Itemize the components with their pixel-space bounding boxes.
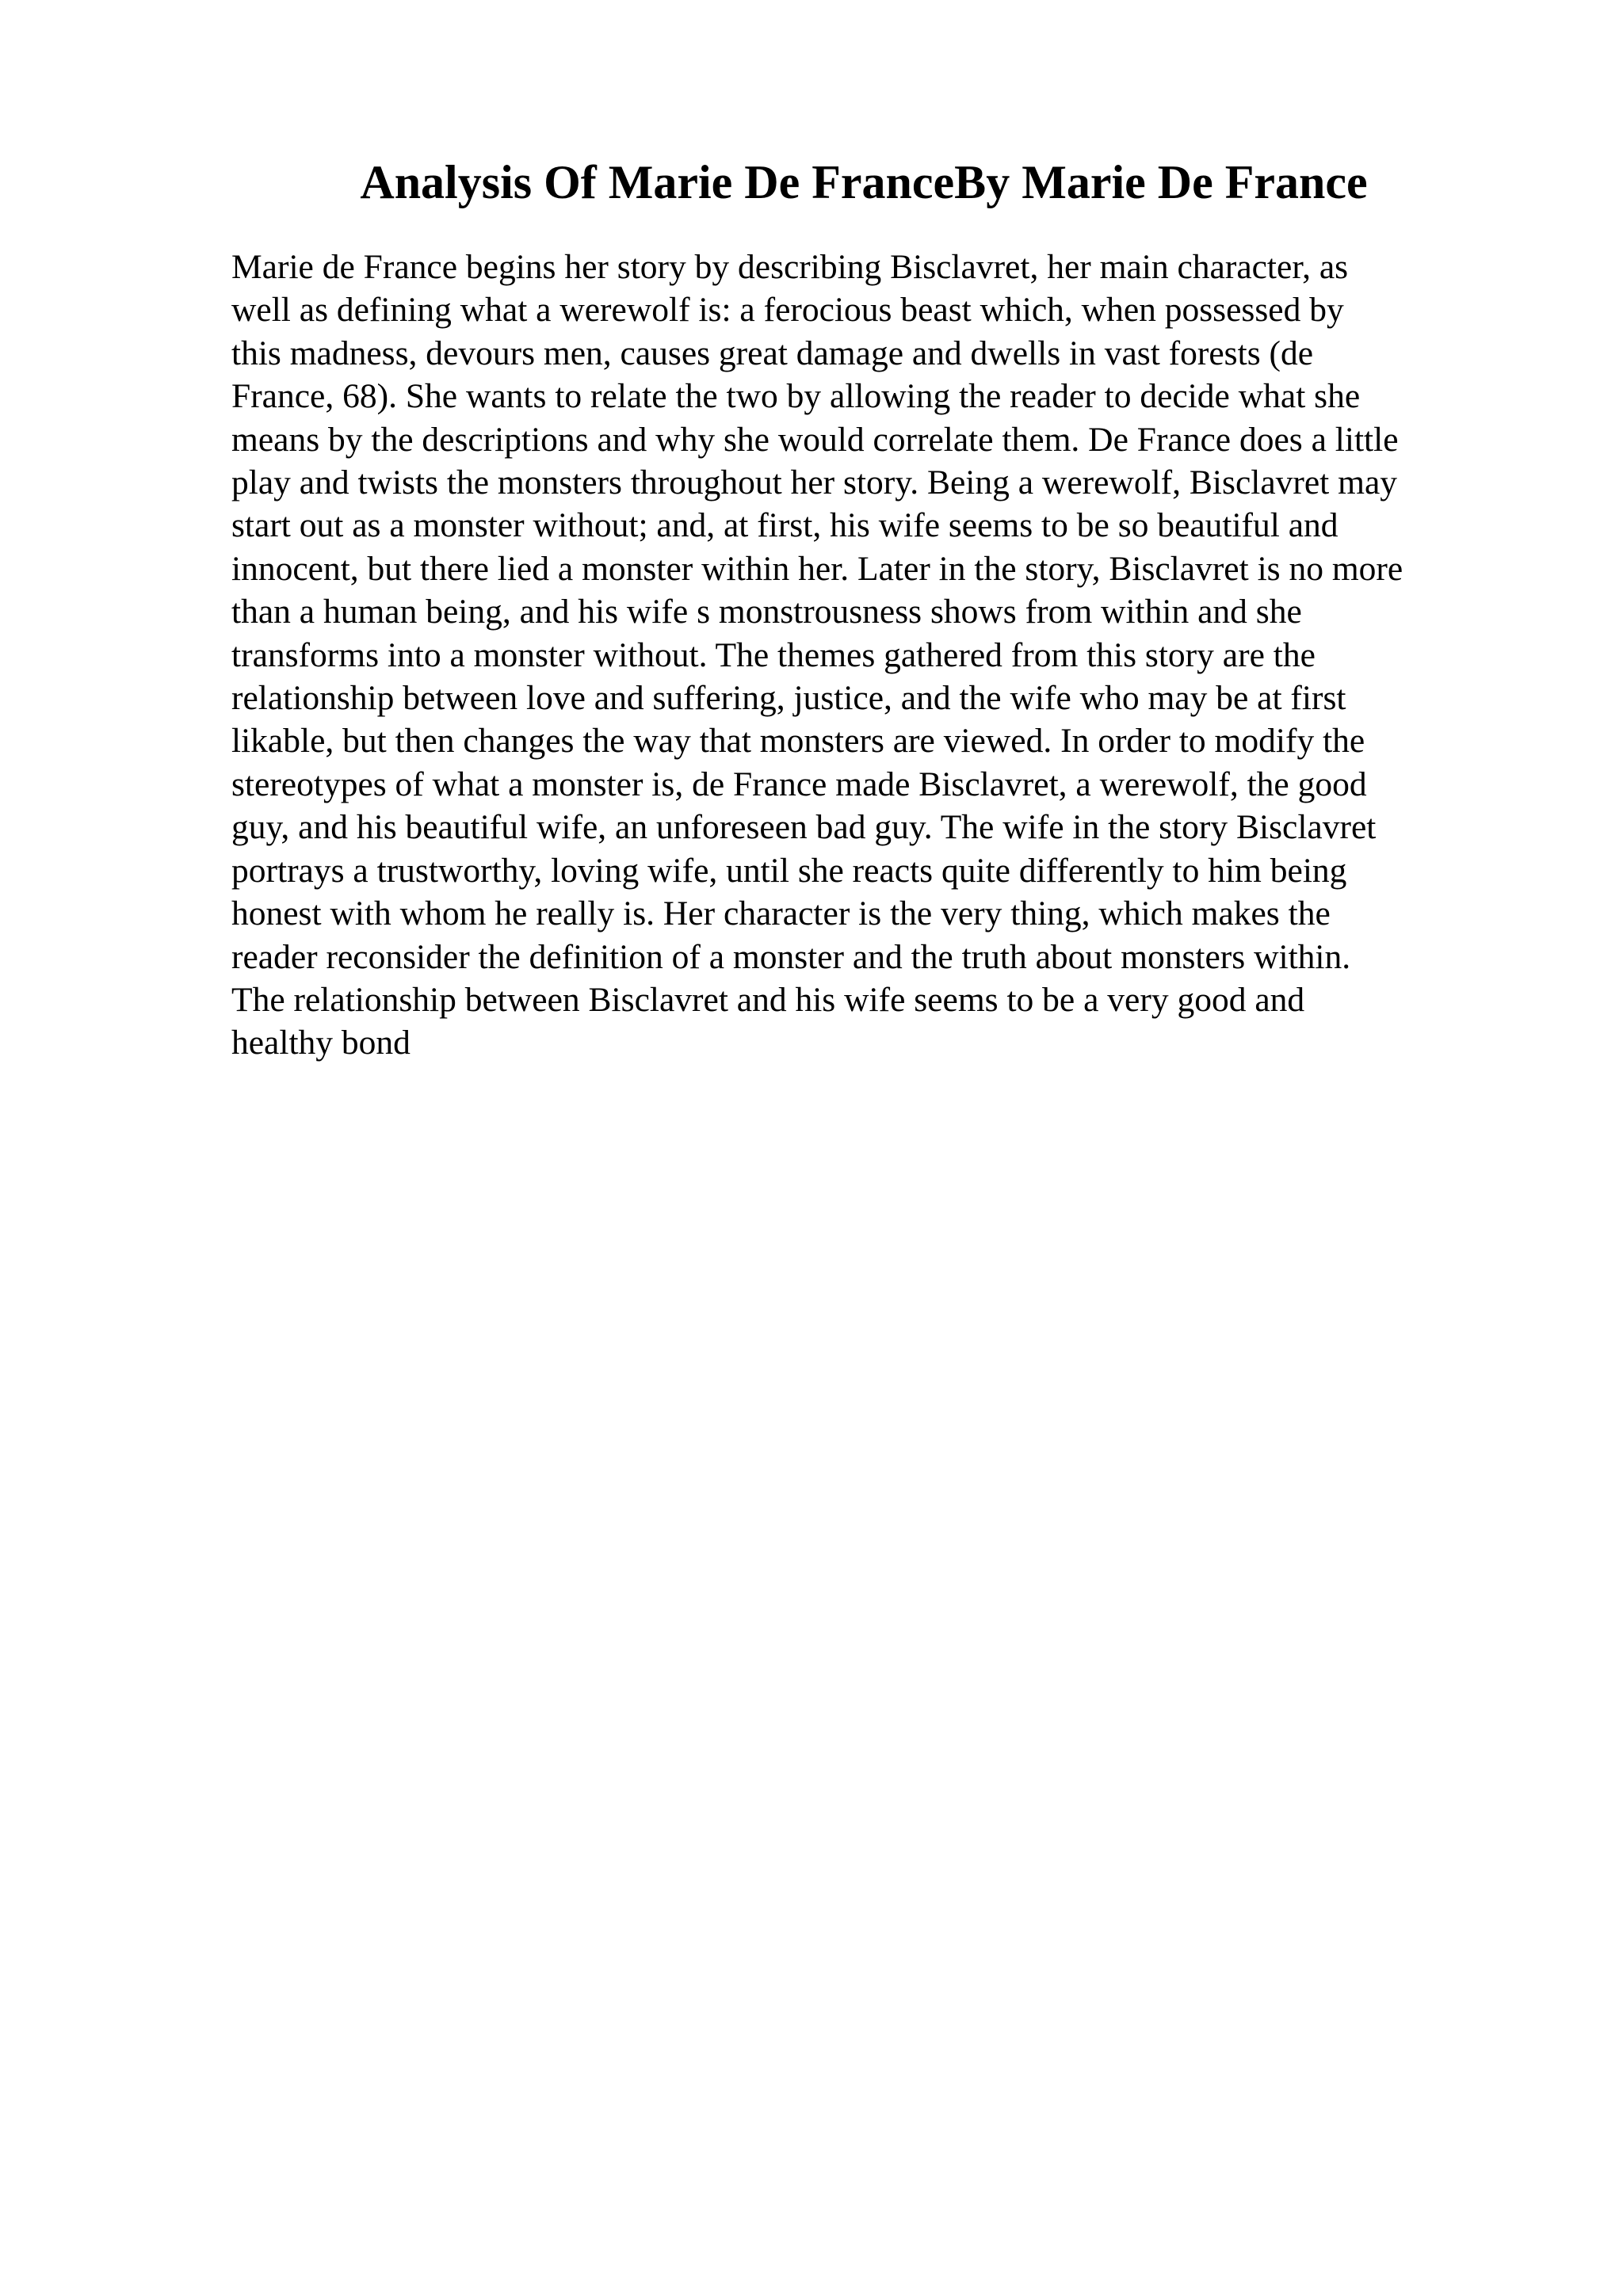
body-line: The relationship between Bisclavret and his wife seems to be a very good and [231, 980, 1305, 1019]
body-line: start out as a monster without; and, at first, his wife seems to be so beautiful and [231, 506, 1338, 545]
body-line: guy, and his beautiful wife, an unforeseen bad guy. The wife in the story Bisclavret [231, 808, 1377, 847]
body-line: well as defining what a werewolf is: a ferocious beast which, when possessed by [231, 291, 1344, 330]
body-line: transforms into a monster without. The themes gathered from this story are the [231, 635, 1316, 674]
body-line: France, 68). She wants to relate the two by allowing the reader to decide what she [231, 377, 1361, 416]
body-line: reader reconsider the definition of a monster and the truth about monsters within. [231, 937, 1351, 976]
body-line: innocent, but there lied a monster within her. Later in the story, Bisclavret is no more [231, 549, 1403, 588]
body-line: healthy bond [231, 1024, 411, 1062]
body-line: stereotypes of what a monster is, de France made Bisclavret, a werewolf, the good [231, 765, 1367, 803]
document-title: Analysis Of Marie De FranceBy Marie De France [360, 156, 1368, 208]
body-line: honest with whom he really is. Her character is the very thing, which makes the [231, 894, 1331, 933]
body-line: than a human being, and his wife s monstrousness shows from within and she [231, 593, 1302, 631]
body-line: relationship between love and suffering, justice, and the wife who may be at first [231, 679, 1346, 718]
body-line: play and twists the monsters throughout her story. Being a werewolf, Bisclavret may [231, 463, 1398, 502]
body-line: this madness, devours men, causes great damage and dwells in vast forests (de [231, 334, 1314, 372]
document-body [231, 246, 1515, 1065]
body-line: means by the descriptions and why she would correlate them. De France does a little [231, 420, 1399, 459]
body-line: portrays a trustworthy, loving wife, until she reacts quite differently to him being [231, 851, 1347, 890]
body-line: likable, but then changes the way that monsters are viewed. In order to modify the [231, 722, 1365, 761]
body-line: Marie de France begins her story by describing Bisclavret, her main character, as [231, 248, 1349, 286]
